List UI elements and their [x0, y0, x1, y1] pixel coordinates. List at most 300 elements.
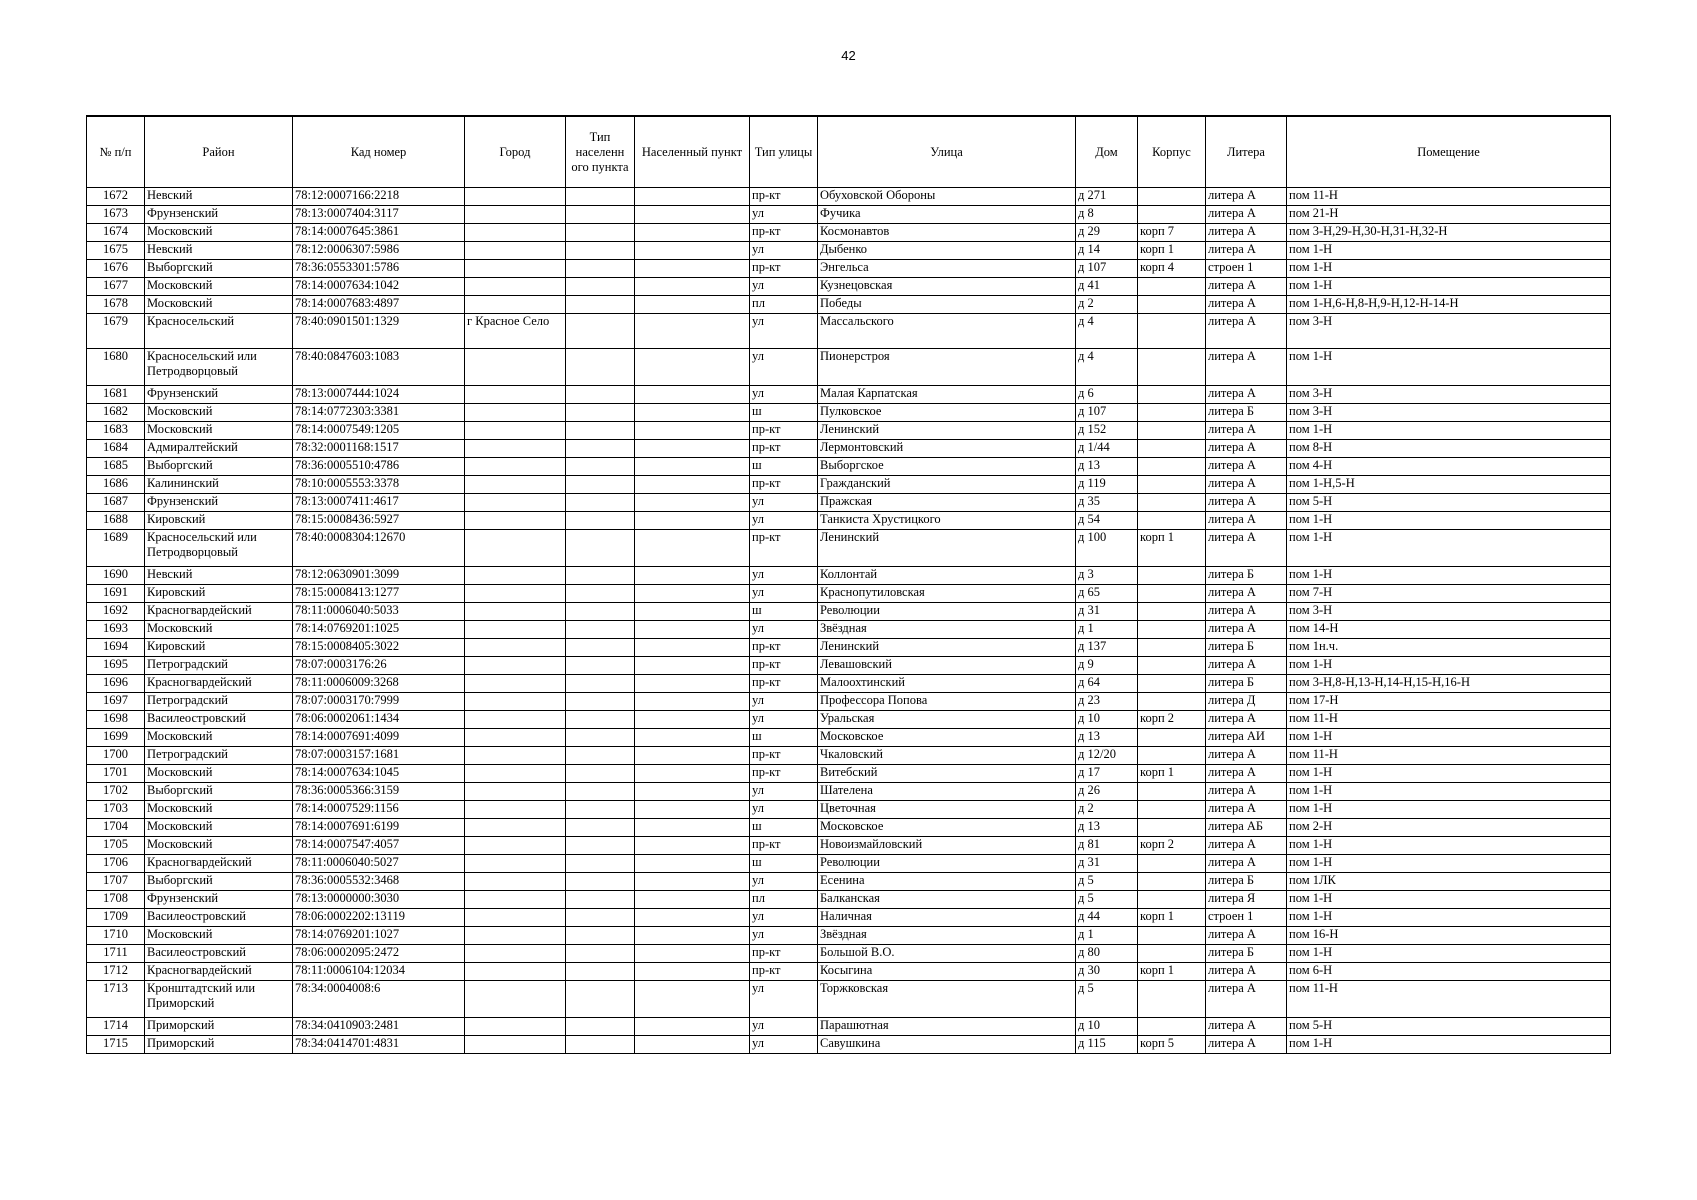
- cell-district: Приморский: [145, 1036, 293, 1054]
- cell-number: 1704: [87, 819, 145, 837]
- cell-settlement-type: [566, 783, 635, 801]
- cell-settlement: [635, 296, 750, 314]
- cell-street: Уральская: [818, 711, 1076, 729]
- cell-settlement-type: [566, 224, 635, 242]
- cell-premises: пом 11-Н: [1287, 711, 1611, 729]
- cell-street: Новоизмайловский: [818, 837, 1076, 855]
- cell-street: Лермонтовский: [818, 440, 1076, 458]
- table-row: [87, 278, 1611, 296]
- cell-number: 1672: [87, 188, 145, 206]
- cell-city: [465, 567, 566, 585]
- cell-settlement-type: [566, 945, 635, 963]
- cell-building: корп 5: [1138, 1036, 1206, 1054]
- cell-building: [1138, 567, 1206, 585]
- cell-letter: литера А: [1206, 927, 1287, 945]
- cell-district: Выборгский: [145, 783, 293, 801]
- cell-number: 1685: [87, 458, 145, 476]
- cell-cadastral: 78:14:0007529:1156: [293, 801, 465, 819]
- cell-premises: пом 1-Н,6-Н,8-Н,9-Н,12-Н-14-Н: [1287, 296, 1611, 314]
- cell-street-type: пр-кт: [750, 963, 818, 981]
- cell-cadastral: 78:14:0769201:1025: [293, 621, 465, 639]
- cell-letter: литера АБ: [1206, 819, 1287, 837]
- cell-building: корп 1: [1138, 530, 1206, 567]
- cell-cadastral: 78:36:0005510:4786: [293, 458, 465, 476]
- cell-house: д 80: [1076, 945, 1138, 963]
- cell-street: Малоохтинский: [818, 675, 1076, 693]
- cell-street-type: пр-кт: [750, 657, 818, 675]
- cell-premises: пом 1-Н: [1287, 945, 1611, 963]
- cell-house: д 5: [1076, 981, 1138, 1018]
- table-header-row: [87, 116, 1611, 188]
- table-row: [87, 440, 1611, 458]
- cell-street: Большой В.О.: [818, 945, 1076, 963]
- cell-number: 1712: [87, 963, 145, 981]
- cell-building: корп 1: [1138, 765, 1206, 783]
- col-header-street: Улица: [818, 116, 1076, 188]
- cell-house: д 100: [1076, 530, 1138, 567]
- cell-settlement-type: [566, 278, 635, 296]
- cell-letter: литера А: [1206, 765, 1287, 783]
- cell-district: Петроградский: [145, 747, 293, 765]
- cell-building: [1138, 296, 1206, 314]
- cell-settlement-type: [566, 729, 635, 747]
- cell-street-type: ул: [750, 386, 818, 404]
- cell-street-type: ул: [750, 242, 818, 260]
- cell-settlement: [635, 512, 750, 530]
- cell-number: 1681: [87, 386, 145, 404]
- cell-premises: пом 3-Н: [1287, 603, 1611, 621]
- cell-house: д 9: [1076, 657, 1138, 675]
- cell-cadastral: 78:07:0003157:1681: [293, 747, 465, 765]
- cell-number: 1675: [87, 242, 145, 260]
- cell-city: [465, 476, 566, 494]
- cell-street: Краснопутиловская: [818, 585, 1076, 603]
- cell-street: Дыбенко: [818, 242, 1076, 260]
- cell-number: 1713: [87, 981, 145, 1018]
- cell-premises: пом 11-Н: [1287, 188, 1611, 206]
- cell-street: Наличная: [818, 909, 1076, 927]
- table-row: [87, 981, 1611, 1018]
- cell-street: Профессора Попова: [818, 693, 1076, 711]
- cell-settlement-type: [566, 981, 635, 1018]
- cell-street-type: ш: [750, 819, 818, 837]
- cell-street: Массальского: [818, 314, 1076, 349]
- table-row: [87, 711, 1611, 729]
- cell-cadastral: 78:15:0008436:5927: [293, 512, 465, 530]
- cell-house: д 17: [1076, 765, 1138, 783]
- cell-number: 1710: [87, 927, 145, 945]
- cell-district: Московский: [145, 278, 293, 296]
- cell-settlement-type: [566, 386, 635, 404]
- table-row: [87, 945, 1611, 963]
- cell-cadastral: 78:12:0630901:3099: [293, 567, 465, 585]
- cell-street-type: пр-кт: [750, 188, 818, 206]
- cell-premises: пом 11-Н: [1287, 981, 1611, 1018]
- cell-settlement: [635, 1018, 750, 1036]
- cell-premises: пом 3-Н,8-Н,13-Н,14-Н,15-Н,16-Н: [1287, 675, 1611, 693]
- cell-street: Пражская: [818, 494, 1076, 512]
- col-header-city: Город: [465, 116, 566, 188]
- cell-letter: литера А: [1206, 981, 1287, 1018]
- cell-city: [465, 206, 566, 224]
- cell-house: д 4: [1076, 314, 1138, 349]
- col-header-settlement-type: Тип населенн ого пункта: [566, 116, 635, 188]
- table-row: [87, 819, 1611, 837]
- cell-street-type: ш: [750, 458, 818, 476]
- cell-district: Московский: [145, 422, 293, 440]
- cell-city: [465, 530, 566, 567]
- table-row: [87, 729, 1611, 747]
- cell-house: д 1/44: [1076, 440, 1138, 458]
- cell-district: Красногвардейский: [145, 675, 293, 693]
- cell-cadastral: 78:13:0007411:4617: [293, 494, 465, 512]
- table-row: [87, 675, 1611, 693]
- cell-premises: пом 7-Н: [1287, 585, 1611, 603]
- cell-street: Московское: [818, 819, 1076, 837]
- cell-city: [465, 909, 566, 927]
- cell-district: Московский: [145, 729, 293, 747]
- cell-building: [1138, 585, 1206, 603]
- cell-street: Балканская: [818, 891, 1076, 909]
- cell-building: корп 2: [1138, 711, 1206, 729]
- cell-number: 1683: [87, 422, 145, 440]
- cell-street-type: пр-кт: [750, 639, 818, 657]
- cell-premises: пом 1-Н: [1287, 909, 1611, 927]
- cell-settlement-type: [566, 1036, 635, 1054]
- cell-premises: пом 3-Н,29-Н,30-Н,31-Н,32-Н: [1287, 224, 1611, 242]
- cell-house: д 54: [1076, 512, 1138, 530]
- cell-settlement: [635, 242, 750, 260]
- cell-number: 1711: [87, 945, 145, 963]
- cell-district: Невский: [145, 567, 293, 585]
- cell-street: Пионерстроя: [818, 349, 1076, 386]
- cell-house: д 35: [1076, 494, 1138, 512]
- cell-letter: литера А: [1206, 188, 1287, 206]
- cell-city: [465, 188, 566, 206]
- cell-street-type: ул: [750, 567, 818, 585]
- cell-building: [1138, 603, 1206, 621]
- cell-district: Красногвардейский: [145, 855, 293, 873]
- cell-number: 1695: [87, 657, 145, 675]
- table-row: [87, 963, 1611, 981]
- cell-cadastral: 78:13:0007404:3117: [293, 206, 465, 224]
- cell-city: [465, 765, 566, 783]
- cell-cadastral: 78:14:0007645:3861: [293, 224, 465, 242]
- table-row: [87, 260, 1611, 278]
- cell-letter: литера А: [1206, 1018, 1287, 1036]
- cell-letter: литера Б: [1206, 404, 1287, 422]
- cell-settlement-type: [566, 458, 635, 476]
- cell-settlement: [635, 278, 750, 296]
- table-row: [87, 873, 1611, 891]
- cell-city: [465, 873, 566, 891]
- cell-street: Космонавтов: [818, 224, 1076, 242]
- cell-cadastral: 78:10:0005553:3378: [293, 476, 465, 494]
- cell-settlement-type: [566, 693, 635, 711]
- cell-settlement-type: [566, 1018, 635, 1036]
- cell-settlement: [635, 981, 750, 1018]
- cell-cadastral: 78:34:0414701:4831: [293, 1036, 465, 1054]
- cell-premises: пом 14-Н: [1287, 621, 1611, 639]
- table-row: [87, 783, 1611, 801]
- cell-street-type: ул: [750, 801, 818, 819]
- cell-house: д 119: [1076, 476, 1138, 494]
- cell-district: Красногвардейский: [145, 603, 293, 621]
- cell-district: Кировский: [145, 585, 293, 603]
- cell-building: [1138, 476, 1206, 494]
- table-row: [87, 349, 1611, 386]
- cell-house: д 10: [1076, 1018, 1138, 1036]
- table-row: [87, 296, 1611, 314]
- cell-settlement-type: [566, 927, 635, 945]
- cell-cadastral: 78:15:0008405:3022: [293, 639, 465, 657]
- cell-letter: литера А: [1206, 458, 1287, 476]
- cell-district: Фрунзенский: [145, 494, 293, 512]
- cell-letter: литера А: [1206, 386, 1287, 404]
- table-row: [87, 458, 1611, 476]
- table-row: [87, 603, 1611, 621]
- cell-street-type: ул: [750, 783, 818, 801]
- cell-district: Московский: [145, 621, 293, 639]
- table-row: [87, 639, 1611, 657]
- cell-settlement: [635, 494, 750, 512]
- cell-cadastral: 78:11:0006104:12034: [293, 963, 465, 981]
- cell-number: 1697: [87, 693, 145, 711]
- cell-city: [465, 260, 566, 278]
- cell-district: Красносельский или Петродворцовый: [145, 349, 293, 386]
- cell-street-type: ул: [750, 314, 818, 349]
- cell-cadastral: 78:07:0003170:7999: [293, 693, 465, 711]
- cell-settlement: [635, 657, 750, 675]
- cell-number: 1703: [87, 801, 145, 819]
- col-header-street-type: Тип улицы: [750, 116, 818, 188]
- cell-district: Московский: [145, 819, 293, 837]
- cell-street: Косыгина: [818, 963, 1076, 981]
- cell-premises: пом 4-Н: [1287, 458, 1611, 476]
- cell-street: Витебский: [818, 765, 1076, 783]
- cell-letter: строен 1: [1206, 260, 1287, 278]
- cell-number: 1702: [87, 783, 145, 801]
- cell-district: Петроградский: [145, 693, 293, 711]
- cell-cadastral: 78:36:0553301:5786: [293, 260, 465, 278]
- cell-street: Чкаловский: [818, 747, 1076, 765]
- cell-letter: литера АИ: [1206, 729, 1287, 747]
- cell-street-type: ул: [750, 711, 818, 729]
- cell-house: д 30: [1076, 963, 1138, 981]
- cell-building: [1138, 819, 1206, 837]
- cell-building: [1138, 639, 1206, 657]
- cell-district: Адмиралтейский: [145, 440, 293, 458]
- cell-house: д 152: [1076, 422, 1138, 440]
- cell-premises: пом 1-Н,5-Н: [1287, 476, 1611, 494]
- cell-cadastral: 78:11:0006040:5027: [293, 855, 465, 873]
- cell-house: д 13: [1076, 819, 1138, 837]
- cell-settlement-type: [566, 639, 635, 657]
- cell-street: Пулковское: [818, 404, 1076, 422]
- cell-settlement-type: [566, 891, 635, 909]
- cell-building: [1138, 891, 1206, 909]
- cell-premises: пом 16-Н: [1287, 927, 1611, 945]
- cell-premises: пом 6-Н: [1287, 963, 1611, 981]
- table-row: [87, 891, 1611, 909]
- cell-number: 1676: [87, 260, 145, 278]
- cell-settlement-type: [566, 188, 635, 206]
- cell-cadastral: 78:40:0008304:12670: [293, 530, 465, 567]
- cell-district: Московский: [145, 296, 293, 314]
- cell-premises: пом 3-Н: [1287, 386, 1611, 404]
- cell-cadastral: 78:13:0000000:3030: [293, 891, 465, 909]
- cell-cadastral: 78:12:0006307:5986: [293, 242, 465, 260]
- table-row: [87, 224, 1611, 242]
- cell-street: Савушкина: [818, 1036, 1076, 1054]
- cell-letter: литера А: [1206, 440, 1287, 458]
- cell-letter: литера А: [1206, 530, 1287, 567]
- cell-city: [465, 891, 566, 909]
- cell-house: д 44: [1076, 909, 1138, 927]
- cell-letter: литера А: [1206, 224, 1287, 242]
- cell-number: 1705: [87, 837, 145, 855]
- cell-premises: пом 1-Н: [1287, 278, 1611, 296]
- cell-letter: литера А: [1206, 837, 1287, 855]
- cell-premises: пом 1-Н: [1287, 891, 1611, 909]
- cell-house: д 107: [1076, 404, 1138, 422]
- cell-letter: литера Б: [1206, 639, 1287, 657]
- cell-street: Выборгское: [818, 458, 1076, 476]
- cell-street: Ленинский: [818, 422, 1076, 440]
- cell-building: [1138, 349, 1206, 386]
- cell-premises: пом 5-Н: [1287, 1018, 1611, 1036]
- cell-district: Кронштадтский или Приморский: [145, 981, 293, 1018]
- cell-premises: пом 1-Н: [1287, 530, 1611, 567]
- col-header-district: Район: [145, 116, 293, 188]
- cell-settlement-type: [566, 404, 635, 422]
- cell-street-type: пр-кт: [750, 476, 818, 494]
- cell-settlement: [635, 945, 750, 963]
- cell-cadastral: 78:14:0007683:4897: [293, 296, 465, 314]
- cell-settlement-type: [566, 873, 635, 891]
- cell-premises: пом 1-Н: [1287, 422, 1611, 440]
- cell-settlement-type: [566, 296, 635, 314]
- col-header-letter: Литера: [1206, 116, 1287, 188]
- cell-house: д 31: [1076, 603, 1138, 621]
- cell-premises: пом 17-Н: [1287, 693, 1611, 711]
- cell-city: [465, 729, 566, 747]
- cell-letter: литера А: [1206, 963, 1287, 981]
- cell-house: д 29: [1076, 224, 1138, 242]
- table-row: [87, 585, 1611, 603]
- cell-cadastral: 78:11:0006009:3268: [293, 675, 465, 693]
- cell-house: д 6: [1076, 386, 1138, 404]
- cell-house: д 1: [1076, 621, 1138, 639]
- cell-district: Красносельский или Петродворцовый: [145, 530, 293, 567]
- cell-premises: пом 1-Н: [1287, 567, 1611, 585]
- cell-house: д 4: [1076, 349, 1138, 386]
- cell-house: д 10: [1076, 711, 1138, 729]
- cell-street: Звёздная: [818, 927, 1076, 945]
- cell-building: [1138, 422, 1206, 440]
- cell-street-type: ул: [750, 585, 818, 603]
- cell-letter: литера А: [1206, 476, 1287, 494]
- cell-street: Энгельса: [818, 260, 1076, 278]
- cell-premises: пом 1-Н: [1287, 729, 1611, 747]
- cell-settlement: [635, 386, 750, 404]
- cell-city: [465, 963, 566, 981]
- cell-building: [1138, 278, 1206, 296]
- cell-city: [465, 386, 566, 404]
- cell-building: [1138, 801, 1206, 819]
- cell-city: [465, 657, 566, 675]
- cell-street: Парашютная: [818, 1018, 1076, 1036]
- cell-settlement: [635, 675, 750, 693]
- cell-number: 1677: [87, 278, 145, 296]
- cell-letter: литера А: [1206, 422, 1287, 440]
- cell-building: [1138, 1018, 1206, 1036]
- cell-letter: литера А: [1206, 1036, 1287, 1054]
- cell-district: Московский: [145, 801, 293, 819]
- cell-city: [465, 494, 566, 512]
- cell-city: [465, 458, 566, 476]
- cell-settlement-type: [566, 621, 635, 639]
- table-row: [87, 693, 1611, 711]
- cell-cadastral: 78:12:0007166:2218: [293, 188, 465, 206]
- registry-table: [86, 115, 1611, 1054]
- table-row: [87, 1018, 1611, 1036]
- cell-district: Фрунзенский: [145, 891, 293, 909]
- cell-street-type: пр-кт: [750, 440, 818, 458]
- cell-building: [1138, 404, 1206, 422]
- cell-settlement: [635, 530, 750, 567]
- cell-house: д 64: [1076, 675, 1138, 693]
- cell-street-type: пл: [750, 296, 818, 314]
- cell-cadastral: 78:40:0901501:1329: [293, 314, 465, 349]
- cell-city: [465, 981, 566, 1018]
- cell-building: корп 1: [1138, 909, 1206, 927]
- cell-settlement: [635, 855, 750, 873]
- table-row: [87, 530, 1611, 567]
- table-row: [87, 657, 1611, 675]
- cell-district: Василеостровский: [145, 945, 293, 963]
- cell-cadastral: 78:07:0003176:26: [293, 657, 465, 675]
- cell-settlement-type: [566, 819, 635, 837]
- cell-building: корп 1: [1138, 242, 1206, 260]
- cell-settlement-type: [566, 963, 635, 981]
- cell-street: Московское: [818, 729, 1076, 747]
- cell-settlement-type: [566, 512, 635, 530]
- cell-number: 1708: [87, 891, 145, 909]
- cell-settlement: [635, 422, 750, 440]
- cell-street-type: пр-кт: [750, 224, 818, 242]
- cell-cadastral: 78:40:0847603:1083: [293, 349, 465, 386]
- cell-premises: пом 1-Н: [1287, 837, 1611, 855]
- cell-city: [465, 639, 566, 657]
- cell-house: д 271: [1076, 188, 1138, 206]
- cell-building: [1138, 512, 1206, 530]
- cell-house: д 12/20: [1076, 747, 1138, 765]
- cell-street-type: пр-кт: [750, 765, 818, 783]
- cell-number: 1687: [87, 494, 145, 512]
- cell-number: 1709: [87, 909, 145, 927]
- cell-settlement: [635, 585, 750, 603]
- cell-building: [1138, 440, 1206, 458]
- cell-settlement-type: [566, 765, 635, 783]
- cell-building: [1138, 621, 1206, 639]
- cell-letter: литера А: [1206, 657, 1287, 675]
- cell-house: д 107: [1076, 260, 1138, 278]
- cell-city: [465, 242, 566, 260]
- cell-letter: литера Б: [1206, 567, 1287, 585]
- cell-district: Кировский: [145, 512, 293, 530]
- cell-settlement: [635, 837, 750, 855]
